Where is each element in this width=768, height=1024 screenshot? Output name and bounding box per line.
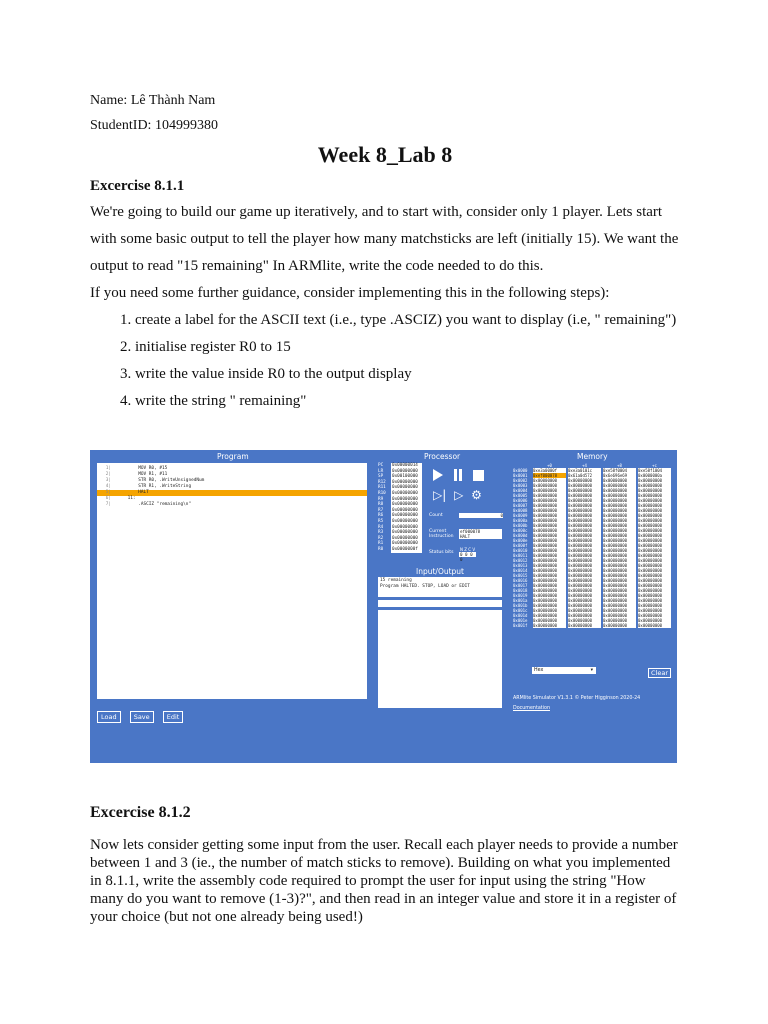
memory-address: 0x0014 — [513, 568, 528, 573]
memory-column-header: +c — [652, 463, 657, 468]
memory-cell: 0x00000000 — [568, 538, 601, 543]
code-line[interactable] — [97, 502, 367, 508]
memory-cell: 0x00000000 — [568, 493, 601, 498]
memory-cell: 0x00000000 — [638, 503, 671, 508]
register-value: 0x0000000f — [391, 547, 422, 553]
memory-column-header: +0 — [547, 463, 552, 468]
memory-address: 0x0002 — [513, 478, 528, 483]
memory-cell: 0x00000000 — [568, 603, 601, 608]
memory-address: 0x0006 — [513, 498, 528, 503]
memory-cell: 0x00000000 — [568, 573, 601, 578]
memory-cell: 0x00000000 — [533, 518, 566, 523]
line-number: 1| — [105, 466, 111, 471]
memory-cell: 0x00000000 — [533, 608, 566, 613]
memory-cell: 0x00000000 — [638, 573, 671, 578]
register-name: PC — [378, 463, 384, 468]
memory-cell: 0x00000000 — [568, 518, 601, 523]
memory-address: 0x001d — [513, 613, 528, 618]
register-value: 0x00000000 — [391, 508, 422, 514]
memory-row — [513, 623, 671, 628]
memory-cell: 0x00000000 — [533, 528, 566, 533]
memory-cell: 0x00000000 — [603, 478, 636, 483]
armlite-screenshot — [90, 450, 677, 763]
memory-cell: 0x00000000 — [568, 513, 601, 518]
memory-address: 0x001f — [513, 623, 528, 628]
memory-cell: 0x00000000 — [568, 578, 601, 583]
memory-cell: 0x00000000 — [638, 488, 671, 493]
memory-cell: 0x00000000 — [603, 518, 636, 523]
memory-address: 0x0004 — [513, 488, 528, 493]
memory-cell: 0x00000000 — [533, 493, 566, 498]
code-text: MOV R0, #15 — [125, 466, 168, 471]
io-title: Input/Output — [416, 567, 464, 576]
register-name: R10 — [378, 490, 386, 496]
program-title: Program — [217, 452, 249, 461]
memory-cell: 0x00000000 — [638, 623, 671, 628]
line-number: 3| — [105, 478, 111, 483]
memory-cell: 0x00000000 — [533, 553, 566, 558]
register-name: R12 — [378, 479, 386, 485]
memory-cell: 0x00000000 — [533, 503, 566, 508]
stop-icon[interactable] — [473, 470, 484, 481]
step-item: 1. create a label for the ASCII text (i.e., type .ASCIZ) you want to display (i.e, " remaining") — [135, 307, 680, 334]
memory-cell: 0x00000000 — [603, 508, 636, 513]
gear-icon[interactable]: ⚙ — [471, 488, 482, 502]
memory-cell: 0x00000000 — [638, 583, 671, 588]
memory-column-header: +8 — [617, 463, 622, 468]
memory-cell: 0x00000000 — [568, 553, 601, 558]
program-editor[interactable] — [97, 463, 367, 699]
register-value: 0x00000000 — [391, 502, 422, 508]
register-name: R2 — [378, 535, 384, 541]
memory-cell: 0x00000000 — [568, 488, 601, 493]
memory-cell: 0x00000000 — [568, 503, 601, 508]
memory-cell: 0x00000000 — [603, 588, 636, 593]
memory-cell: 0x00000000 — [638, 538, 671, 543]
step-item: 3. write the value inside R0 to the output display — [135, 361, 680, 388]
memory-cell: 0x00000000 — [638, 618, 671, 623]
edit-button[interactable]: Edit — [163, 711, 184, 723]
memory-cell: 0x00000000 — [603, 593, 636, 598]
memory-cell: 0x00000000 — [638, 498, 671, 503]
memory-address: 0x0011 — [513, 553, 528, 558]
step-item: 4. write the string " remaining" — [135, 388, 680, 415]
chevron-down-icon: ▾ — [590, 668, 593, 673]
register-name: R11 — [378, 485, 386, 491]
exercise-2-heading: Excercise 8.1.2 — [90, 804, 191, 821]
memory-address: 0x001b — [513, 603, 528, 608]
memory-cell: 0x00000000 — [638, 543, 671, 548]
memory-cell: 0x00000000 — [568, 533, 601, 538]
memory-cell: 0x00000000 — [638, 528, 671, 533]
memory-cell: 0x00000000 — [568, 623, 601, 628]
register-name: R1 — [378, 541, 384, 547]
code-text: HALT — [125, 490, 149, 495]
memory-cell: 0x00000000 — [533, 558, 566, 563]
program-buttons — [97, 704, 187, 723]
count-label: Count — [429, 513, 443, 518]
memory-cell: 0x00000000 — [603, 598, 636, 603]
line-number: 2| — [105, 472, 111, 477]
memory-cell: 0xef000078 — [533, 473, 566, 478]
memory-cell: 0xe58f1004 — [638, 468, 671, 473]
register-value: 0x00000000 — [391, 480, 422, 486]
exercise-1-heading: Excercise 8.1.1 — [90, 178, 185, 194]
exercise-2-text: Now lets consider getting some input from the user. Recall each player needs to provide a number between 1 and 3 (ie., the number of match sticks to remove). Building on what you implemented in 8.1.1, write the assembly code required to prompt the user for input using the string "How many do you want to remove (1-3)?", and then read in an integer value and store it in a register of your choice (but not one already being used!) — [90, 837, 678, 925]
register-value: 0x00000000 — [391, 513, 422, 519]
memory-cell: 0x00000000 — [568, 568, 601, 573]
memory-cell: 0x00000000 — [533, 498, 566, 503]
memory-address: 0x0005 — [513, 493, 528, 498]
memory-cell: 0x00000000 — [533, 538, 566, 543]
memory-cell: 0x00000000 — [638, 558, 671, 563]
memory-address: 0x001c — [513, 608, 528, 613]
register-value: 0x00000000 — [391, 525, 422, 531]
step-back-icon[interactable]: ▷ — [454, 488, 464, 502]
page-title: Week 8_Lab 8 — [317, 142, 453, 167]
memory-address: 0x000c — [513, 528, 528, 533]
memory-address: 0x0000 — [513, 468, 528, 473]
output-line: 15 remaining — [380, 578, 412, 583]
memory-cell: 0xe3a0101c — [568, 468, 601, 473]
graphics-display — [378, 610, 502, 708]
memory-cell: 0x00000000 — [533, 613, 566, 618]
register-value: 0x00000000 — [391, 519, 422, 525]
memory-cell: 0x00000000 — [568, 523, 601, 528]
memory-cell: 0x00000000 — [638, 508, 671, 513]
count-value: 0 — [459, 513, 503, 518]
register-name: R5 — [378, 518, 384, 524]
save-button[interactable]: Save — [130, 711, 154, 723]
memory-address: 0x000b — [513, 523, 528, 528]
memory-cell: 0x00000000 — [603, 618, 636, 623]
memory-address: 0x0009 — [513, 513, 528, 518]
step-item: 2. initialise register R0 to 15 — [135, 334, 680, 361]
code-text: MOV R1, #11 — [125, 472, 168, 477]
io-panel — [378, 577, 502, 713]
play-icon[interactable] — [433, 469, 443, 481]
memory-cell: 0x00000000 — [638, 608, 671, 613]
memory-cell: 0x00000000 — [603, 583, 636, 588]
memory-cell: 0x00000000 — [603, 563, 636, 568]
memory-cell: 0x00000000 — [533, 588, 566, 593]
load-button[interactable]: Load — [97, 711, 121, 723]
status-bits-head: N Z C V — [460, 547, 476, 552]
line-number: 4| — [105, 484, 111, 489]
student-id: StudentID: 104999380 — [90, 118, 218, 133]
memory-cell: 0x00000000 — [533, 513, 566, 518]
memory-cell: 0x00000000 — [603, 603, 636, 608]
memory-cell: 0x00000000 — [603, 483, 636, 488]
memory-cell: 0x00000000 — [568, 483, 601, 488]
memory-cell: 0x00000000 — [638, 593, 671, 598]
memory-cell: 0x00000000 — [603, 548, 636, 553]
memory-address: 0x000d — [513, 533, 528, 538]
register-name: R7 — [378, 507, 384, 513]
student-name: Name: Lê Thành Nam — [90, 93, 216, 108]
memory-cell: 0x00000000 — [568, 608, 601, 613]
register-name: R6 — [378, 513, 384, 519]
register-value: 0x00000000 — [391, 485, 422, 491]
memory-cell: 0x00000000 — [533, 508, 566, 513]
memory-cell: 0x00000000 — [603, 543, 636, 548]
memory-cell: 0x00000000 — [603, 538, 636, 543]
instruction-hex: ef000078 — [460, 529, 481, 534]
memory-cell: 0x00000000 — [533, 623, 566, 628]
memory-cell: 0x00000000 — [568, 588, 601, 593]
code-text: STR R1, .WriteString — [125, 484, 192, 489]
memory-address: 0x0001 — [513, 473, 528, 478]
register-value: 0x00000000 — [391, 536, 422, 542]
register-list — [378, 463, 422, 553]
memory-cell: 0x00000000 — [568, 498, 601, 503]
memory-cell: 0x00000000 — [568, 563, 601, 568]
memory-cell: 0x00000000 — [568, 618, 601, 623]
register-name: R0 — [378, 546, 384, 552]
register-name: R9 — [378, 496, 384, 502]
memory-cell: 0x00000000 — [603, 498, 636, 503]
memory-cell: 0x00000000 — [603, 608, 636, 613]
register-value: 0x00000014 — [391, 463, 422, 469]
memory-cell: 0x00000000 — [603, 493, 636, 498]
memory-cell: 0x00000000 — [638, 518, 671, 523]
memory-cell: 0x00000000 — [533, 618, 566, 623]
memory-cell: 0x00000000 — [638, 613, 671, 618]
memory-cell: 0x00000000 — [603, 533, 636, 538]
memory-cell: 0x00000000 — [638, 568, 671, 573]
line-number: 7| — [105, 502, 111, 507]
step-controls — [433, 488, 482, 502]
memory-title: Memory — [577, 452, 608, 461]
step-icon[interactable]: ▷| — [433, 488, 447, 502]
register-value: 0x00000000 — [391, 541, 422, 547]
memory-cell: 0x00000000 — [568, 593, 601, 598]
output-line: Program HALTED. STOP, LOAD or EDIT — [380, 584, 470, 589]
memory-cell: 0x00000000 — [603, 528, 636, 533]
memory-cell: 0x00000000 — [533, 563, 566, 568]
memory-cell: 0x00000000 — [568, 528, 601, 533]
memory-cell: 0x00000000 — [603, 558, 636, 563]
memory-cell: 0x00000000 — [638, 533, 671, 538]
memory-address: 0x0018 — [513, 588, 528, 593]
code-text: STR R0, .WriteUnsignedNum — [125, 478, 205, 483]
memory-address: 0x0013 — [513, 563, 528, 568]
memory-cell: 0x00000000 — [533, 593, 566, 598]
memory-column-header: +4 — [582, 463, 587, 468]
exercise-1-intro: We're going to build our game up iteratively, and to start with, consider only 1 player. Lets start with some basic output to tell the player how many matchsticks are left (initially 15). We want the output to read "15 remaining" In ARMlite, write the code needed to do this. — [90, 204, 679, 274]
current-instruction-label: Current Instruction — [429, 529, 454, 539]
memory-cell: 0x00000000 — [603, 488, 636, 493]
clear-button[interactable]: Clear — [648, 668, 671, 678]
hex-select-value: Hex — [534, 668, 544, 673]
memory-cell: 0x00000000 — [533, 573, 566, 578]
exercise-2-section — [90, 804, 680, 926]
memory-cell: 0x00000000 — [603, 553, 636, 558]
memory-cell: 0x00000000 — [638, 563, 671, 568]
memory-address: 0x001a — [513, 598, 528, 603]
register-row — [378, 547, 422, 553]
simulator-credit: ARMlite Simulator V1.3.1 © Peter Higginson 2020-24 — [513, 696, 641, 701]
memory-cell: 0x00000000 — [603, 613, 636, 618]
memory-cell: 0x00000000 — [533, 483, 566, 488]
memory-cell: 0x00000000 — [638, 553, 671, 558]
memory-cell: 0xe58f0004 — [603, 468, 636, 473]
memory-address: 0x0010 — [513, 548, 528, 553]
memory-cell: 0x00000000 — [533, 583, 566, 588]
line-number: 5| — [105, 490, 111, 495]
memory-address: 0x0016 — [513, 578, 528, 583]
register-value: 0x00000000 — [391, 497, 422, 503]
memory-cell: 0x0000000a — [638, 473, 671, 478]
memory-cell: 0x00000000 — [568, 508, 601, 513]
register-value: 0x00000000 — [391, 530, 422, 536]
register-name: R3 — [378, 530, 384, 536]
memory-cell: 0x00000000 — [638, 603, 671, 608]
line-number: 6| — [105, 496, 111, 501]
register-value: 0x00100000 — [391, 474, 422, 480]
memory-cell: 0x00000000 — [533, 488, 566, 493]
current-instruction-value — [459, 529, 502, 539]
register-name: R8 — [378, 502, 384, 508]
memory-cell: 0x00000000 — [568, 548, 601, 553]
memory-cell: 0x00000000 — [568, 583, 601, 588]
memory-address: 0x0007 — [513, 503, 528, 508]
memory-cell: 0x00000000 — [638, 548, 671, 553]
exercise-1-guidance: If you need some further guidance, consider implementing this in the following steps): — [90, 285, 610, 301]
memory-cell: 0x00000000 — [533, 603, 566, 608]
run-controls — [433, 466, 489, 485]
status-bits-value: 0 0 0 0 — [459, 552, 476, 557]
memory-cell: 0x00000000 — [568, 613, 601, 618]
memory-address: 0x000e — [513, 538, 528, 543]
memory-address: 0x0012 — [513, 558, 528, 563]
memory-address: 0x0015 — [513, 573, 528, 578]
memory-cell: 0x6e696e69 — [603, 473, 636, 478]
memory-cell: 0x00000000 — [638, 598, 671, 603]
memory-cell: 0x00000000 — [568, 598, 601, 603]
memory-cell: 0x00000000 — [533, 523, 566, 528]
memory-cell: 0x00000000 — [603, 568, 636, 573]
memory-cell: 0x00000000 — [638, 578, 671, 583]
register-value: 0x00000000 — [391, 491, 422, 497]
memory-cell: 0xe3a0000f — [533, 468, 566, 473]
memory-cell: 0x00000000 — [638, 478, 671, 483]
memory-address: 0x0008 — [513, 508, 528, 513]
documentation-link[interactable]: Documentation — [513, 706, 550, 711]
code-text: .ASCIZ "remaining\n" — [125, 502, 192, 507]
memory-cell: 0x00000000 — [533, 478, 566, 483]
processor-title: Processor — [424, 452, 461, 461]
number-format-select[interactable] — [532, 667, 596, 674]
memory-table — [513, 463, 671, 628]
memory-cell: 0x00000000 — [533, 533, 566, 538]
memory-cell: 0x00000000 — [568, 543, 601, 548]
register-name: LR — [378, 468, 384, 474]
document-page — [90, 88, 680, 415]
memory-cell: 0x00000000 — [533, 598, 566, 603]
memory-cell: 0x00000000 — [533, 548, 566, 553]
memory-cell: 0x00000000 — [638, 493, 671, 498]
memory-cell: 0x61a0d572 — [568, 473, 601, 478]
memory-cell: 0x00000000 — [603, 503, 636, 508]
input-field[interactable] — [378, 600, 502, 607]
memory-cell: 0x00000000 — [603, 513, 636, 518]
memory-cell: 0x00000000 — [533, 568, 566, 573]
memory-cell: 0x00000000 — [533, 578, 566, 583]
exercise-1-steps — [90, 307, 680, 415]
memory-cell: 0x00000000 — [603, 578, 636, 583]
memory-address: 0x0019 — [513, 593, 528, 598]
pause-icon[interactable] — [453, 469, 463, 481]
memory-cell: 0x00000000 — [603, 523, 636, 528]
memory-address: 0x000f — [513, 543, 528, 548]
instruction-text: HALT — [460, 534, 471, 539]
output-display — [378, 577, 502, 597]
memory-cell: 0x00000000 — [533, 543, 566, 548]
register-name: R4 — [378, 524, 384, 530]
register-value: 0x00000000 — [391, 469, 422, 475]
memory-cell: 0x00000000 — [568, 478, 601, 483]
memory-address: 0x0017 — [513, 583, 528, 588]
memory-cell: 0x00000000 — [568, 558, 601, 563]
memory-cell: 0x00000000 — [638, 588, 671, 593]
memory-cell: 0x00000000 — [638, 523, 671, 528]
memory-address: 0x001e — [513, 618, 528, 623]
memory-cell: 0x00000000 — [638, 513, 671, 518]
status-bits-label: Status bits — [429, 550, 454, 555]
memory-cell: 0x00000000 — [638, 483, 671, 488]
code-text: 11: — [125, 496, 136, 501]
register-name: SP — [378, 474, 384, 480]
memory-address: 0x0003 — [513, 483, 528, 488]
memory-cell: 0x00000000 — [603, 623, 636, 628]
memory-address: 0x000a — [513, 518, 528, 523]
memory-cell: 0x00000000 — [603, 573, 636, 578]
